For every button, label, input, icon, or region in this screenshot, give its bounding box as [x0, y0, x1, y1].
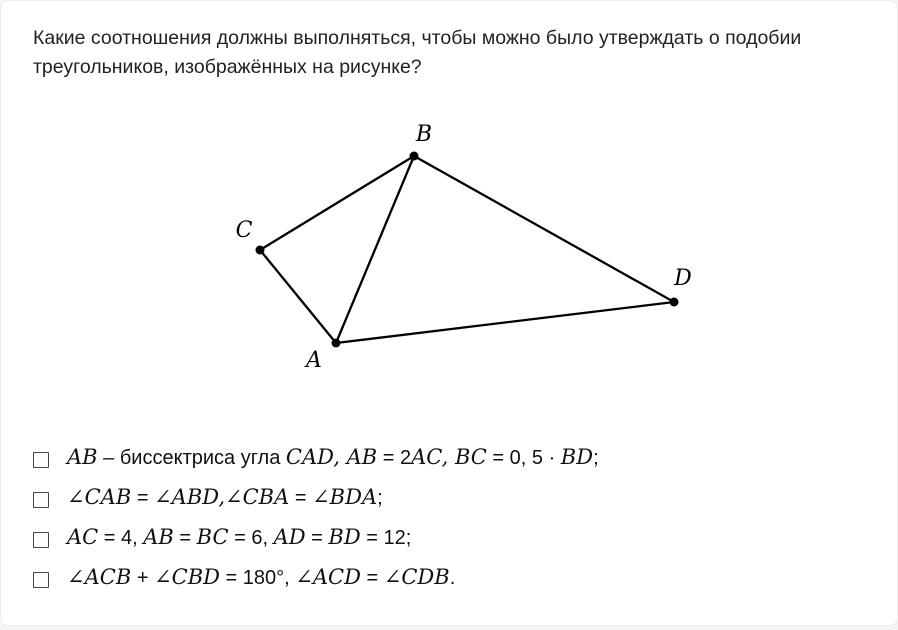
math-expression: ∠ABD,∠CBA — [154, 484, 290, 509]
option-4-checkbox[interactable] — [33, 572, 49, 588]
math-expression: ∠CBD — [154, 564, 220, 589]
math-expression: ∠CDB — [383, 564, 450, 589]
math-expression: AB — [67, 444, 98, 469]
math-expression: AD — [273, 524, 306, 549]
option-3-checkbox[interactable] — [33, 532, 49, 548]
option-text-part: = — [360, 566, 384, 589]
point-label-a: A — [306, 348, 322, 373]
segment-ca — [260, 250, 336, 343]
option-text-part: = 2 — [377, 446, 412, 469]
option-text-part: = 4, — [98, 526, 144, 549]
option-text-part: = 6, — [228, 526, 274, 549]
math-expression: AB — [143, 524, 174, 549]
question-text: Какие соотношения должны выполняться, чтобы можно было утверждать о подобии треугольников, изображённых на рисунке? — [33, 27, 802, 78]
math-expression: CAD — [285, 444, 334, 469]
math-expression: BD — [560, 444, 594, 469]
option-4[interactable] — [33, 557, 873, 597]
figure-points — [236, 122, 693, 373]
math-expression: , AB — [333, 444, 378, 469]
point-label-b: B — [415, 122, 433, 147]
math-expression: ∠CAB — [67, 484, 132, 509]
option-text-part: = 0, 5 · — [486, 446, 561, 469]
triangle-figure — [1, 1, 898, 431]
option-text-part: ; — [593, 446, 599, 469]
point-label-c: C — [235, 218, 253, 243]
option-text-part: = — [305, 526, 329, 549]
answer-options — [33, 437, 873, 597]
option-2-checkbox[interactable] — [33, 492, 49, 508]
option-text-part: = — [289, 486, 313, 509]
figure-segments — [260, 156, 674, 343]
point-a — [332, 339, 341, 348]
option-text-part: – биссектриса угла — [97, 446, 286, 469]
option-text-part: . — [449, 566, 456, 589]
option-1-checkbox[interactable] — [33, 452, 49, 468]
segment-ab — [336, 156, 414, 343]
option-3-label — [67, 525, 411, 550]
math-expression: ∠BDA — [312, 484, 378, 509]
option-text-part: = — [173, 526, 197, 549]
option-text-part: ; — [377, 486, 383, 509]
segment-bd — [414, 156, 674, 302]
option-1[interactable] — [33, 437, 873, 477]
option-2[interactable] — [33, 477, 873, 517]
math-expression: BC — [196, 524, 229, 549]
point-d — [670, 298, 679, 307]
option-2-label — [67, 485, 383, 510]
option-text-part: = 180°, — [220, 566, 296, 589]
math-expression: ∠ACB — [67, 564, 132, 589]
math-expression: AC — [67, 524, 99, 549]
option-text-part: = 12; — [360, 526, 412, 549]
math-expression: BD — [328, 524, 361, 549]
option-text-part: + — [131, 566, 155, 589]
option-4-label — [67, 565, 455, 590]
option-text-part: = — [131, 486, 155, 509]
segment-ad — [336, 302, 674, 343]
segment-cb — [260, 156, 414, 250]
point-b — [410, 152, 419, 161]
math-expression: AC, BC — [411, 444, 487, 469]
option-1-label — [67, 445, 599, 470]
point-c — [256, 246, 265, 255]
option-3[interactable] — [33, 517, 873, 557]
math-expression: ∠ACD — [295, 564, 361, 589]
point-label-d: D — [674, 266, 692, 291]
